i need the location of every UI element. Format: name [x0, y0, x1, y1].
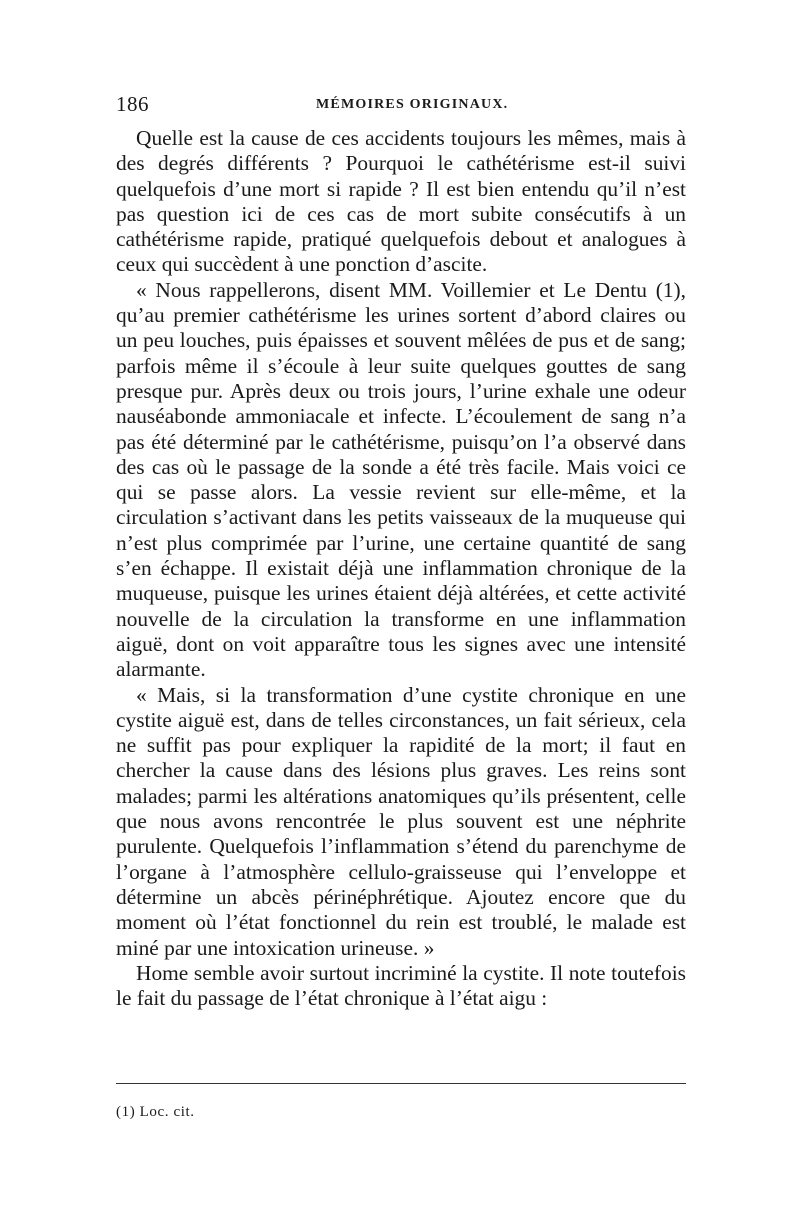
paragraph: « Mais, si la transformation d’une cystite chronique en une cystite aiguë est, dans de telles circonstances, un fait sérieux, cela ne suffit pas pour expliquer la rapidité de la mort; il faut en chercher la cause dans des lésions plus graves. Les reins sont malades; parmi les altérations anatomiques qu’ils présentent, celle que nous avons rencontrée le plus souvent est une néphrite purulente. Quelquefois l’inflammation s’étend du parenchyme de l’organe à l’atmosphère cellulo-graisseuse qui l’enveloppe et détermine un abcès périnéphrétique. Ajoutez encore que du moment où l’état fonctionnel du rein est troublé, le malade est miné par une intoxication urineuse. » [116, 682, 686, 960]
paragraph: « Nous rappellerons, disent MM. Voillemier et Le Dentu (1), qu’au premier cathétérisme les urines sortent d’abord claires ou un peu louches, puis épaisses et souvent mêlées de pus et de sang; parfois même il s’écoule à leur suite quelques gouttes de sang presque pur. Après deux ou trois jours, l’urine exhale une odeur nauséabonde ammoniacale et infecte. L’écoulement de sang n’a pas été déterminé par le cathétérisme, puisqu’on l’a observé dans des cas où le passage de la sonde a été très facile. Mais voici ce qui se passe alors. La vessie revient sur elle-même, et la circulation s’activant dans les petits vaisseaux de la muqueuse qui n’est plus comprimée par l’urine, une certaine quantité de sang s’en échappe. Il existait déjà une inflammation chronique de la muqueuse, puisque les urines étaient déjà altérées, et cette activité nouvelle de la circulation la transforme en une inflammation aiguë, dont on voit apparaître tous les signes avec une intensité alarmante. [116, 277, 686, 682]
page-content [116, 92, 686, 1011]
running-head [116, 92, 686, 126]
body-text [116, 126, 686, 1011]
paragraph: Quelle est la cause de ces accidents toujours les mêmes, mais à des degrés différents ? Pourquoi le cathétérisme est-il suivi quelquefois d’une mort si rapide ? Il est bien entendu qu’il n’est pas question ici de ces cas de mort subite consécutifs à un cathétérisme rapide, pratiqué quelquefois debout et analogues à ceux qui succèdent à une ponction d’ascite. [116, 126, 686, 277]
footnote: (1) Loc. cit. [116, 1104, 195, 1120]
page-number: 186 [116, 92, 149, 116]
paragraph: Home semble avoir surtout incriminé la cystite. Il note toutefois le fait du passage de l’état chronique à l’état aigu : [116, 960, 686, 1011]
running-title: MÉMOIRES ORIGINAUX. [316, 97, 509, 112]
footnote-divider [116, 1083, 686, 1084]
